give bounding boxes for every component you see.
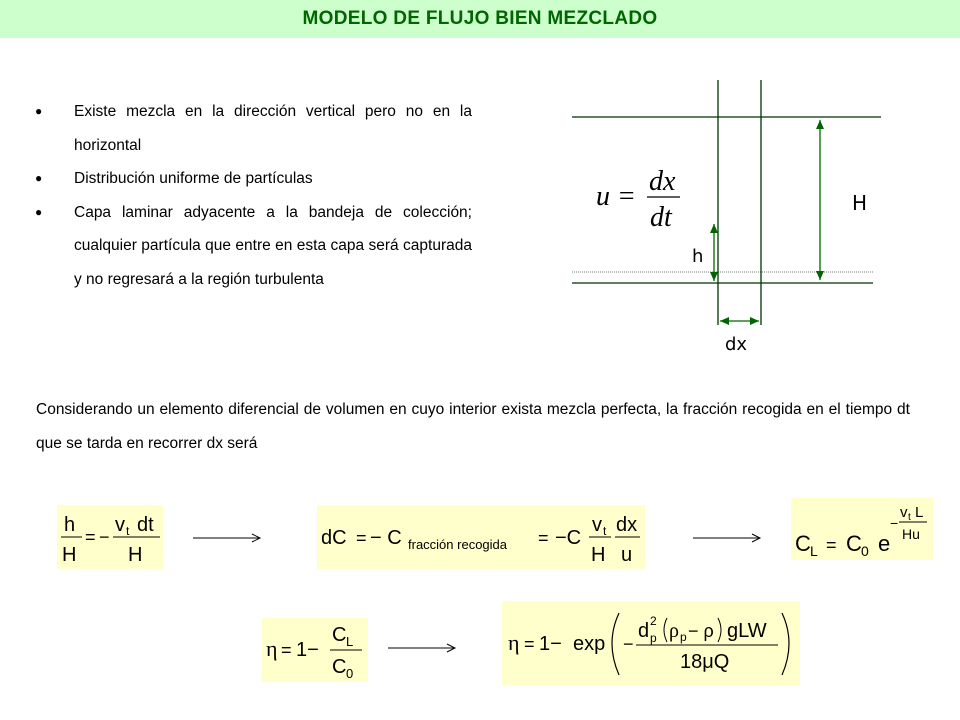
eq2-H: H: [591, 544, 606, 566]
eq5-equals: =: [524, 634, 535, 654]
eq5-d-sup: 2: [650, 614, 657, 628]
equation-4: [266, 624, 362, 681]
bullet-item-3: ● Capa laminar adyacente a la bandeja de colección; cualquier partícula que entre en esta capa será capturada y no regresará a la región turbulenta: [34, 196, 472, 297]
eq2-u: u: [621, 544, 633, 566]
eq3-C0: C: [846, 531, 862, 556]
eq5-minus: −: [623, 634, 634, 654]
eq2-subscript: fracción recogida: [408, 537, 507, 552]
label-dx: dx: [725, 334, 748, 355]
eq5-inner-left-paren: [664, 618, 667, 642]
flow-diagram: [572, 80, 881, 355]
eq1-H2: H: [128, 544, 143, 566]
eq4-C0: C: [332, 656, 347, 678]
eq3-L: L: [915, 504, 924, 521]
eq5-left-paren: [612, 613, 619, 675]
eq5-rho-p-sub: p: [680, 630, 687, 644]
eq1-dt: dt: [137, 514, 154, 536]
velocity-lhs: u =: [596, 181, 636, 212]
label-H: H: [852, 191, 868, 215]
arrow-1: [193, 534, 260, 542]
eq3-C: C: [795, 531, 811, 556]
eq3-e: e: [878, 531, 891, 556]
equation-3: [795, 504, 927, 559]
eq4-CL-sub: L: [346, 634, 354, 649]
eq4-one-minus: 1−: [296, 639, 319, 661]
eq2-vt-sub: t: [603, 524, 607, 538]
eq3-vt-sub: t: [908, 512, 911, 523]
eq5-minus-rho: − ρ: [688, 621, 714, 641]
eq5-exp: exp: [573, 633, 606, 655]
eq5-inner-right-paren: [718, 618, 721, 642]
eq2-dx: dx: [616, 514, 638, 536]
eq3-vt: v: [900, 504, 908, 521]
eq5-right-paren: [782, 613, 789, 675]
eq4-eta: η: [266, 636, 278, 661]
velocity-equation: [596, 166, 680, 233]
label-h: h: [692, 246, 704, 267]
eq4-CL: C: [332, 624, 347, 646]
eq1-H: H: [62, 544, 77, 566]
arrow-3: [388, 644, 455, 652]
eq1-h: h: [64, 514, 76, 536]
eq2-minus-C2: −C: [555, 527, 582, 549]
eq3-minus: −: [890, 515, 899, 531]
equation-1: [61, 514, 160, 566]
eq3-equals: =: [826, 535, 837, 555]
velocity-numerator: dx: [649, 166, 676, 197]
eq5-rho-p: ρ: [669, 620, 679, 642]
eq5-denominator: 18μQ: [680, 651, 730, 673]
arrow-2: [693, 534, 760, 542]
eq2-minus-C: − C: [370, 527, 402, 549]
page-title: MODELO DE FLUJO BIEN MEZCLADO: [302, 8, 658, 29]
eq5-gLW: gLW: [727, 620, 767, 642]
eq5-d: d: [638, 620, 650, 642]
eq1-vt: v: [115, 514, 125, 536]
eq2-vt: v: [592, 514, 602, 536]
eq3-C0-sub: 0: [861, 543, 869, 559]
bullet-item-1: ● Existe mezcla en la dirección vertical pero no en la horizontal: [34, 95, 472, 162]
eq5-d-sub: p: [650, 631, 657, 645]
body-paragraph: Considerando un elemento diferencial de volumen en cuyo interior exista mezcla perfecta, la fracción recogida en el tiempo dt que se tarda en recorrer dx será: [36, 401, 910, 452]
velocity-denominator: dt: [650, 202, 672, 233]
eq5-eta: η: [508, 630, 520, 655]
eq3-Hu: Hu: [902, 526, 920, 542]
equation-5: [508, 613, 789, 675]
eq3-C-sub: L: [810, 543, 818, 559]
eq1-minus: −: [99, 527, 110, 547]
eq4-equals: =: [281, 640, 292, 660]
eq2-equals: =: [356, 528, 367, 548]
bullet-item-2: ● Distribución uniforme de partículas: [34, 162, 472, 196]
equation-2: [321, 514, 640, 566]
eq5-one-minus: 1−: [539, 633, 562, 655]
eq2-dC: dC: [321, 527, 347, 549]
eq1-equals: =: [85, 527, 96, 547]
eq2-equals-2: =: [538, 528, 549, 548]
eq4-C0-sub: 0: [346, 666, 354, 681]
eq1-vt-sub: t: [126, 524, 130, 538]
